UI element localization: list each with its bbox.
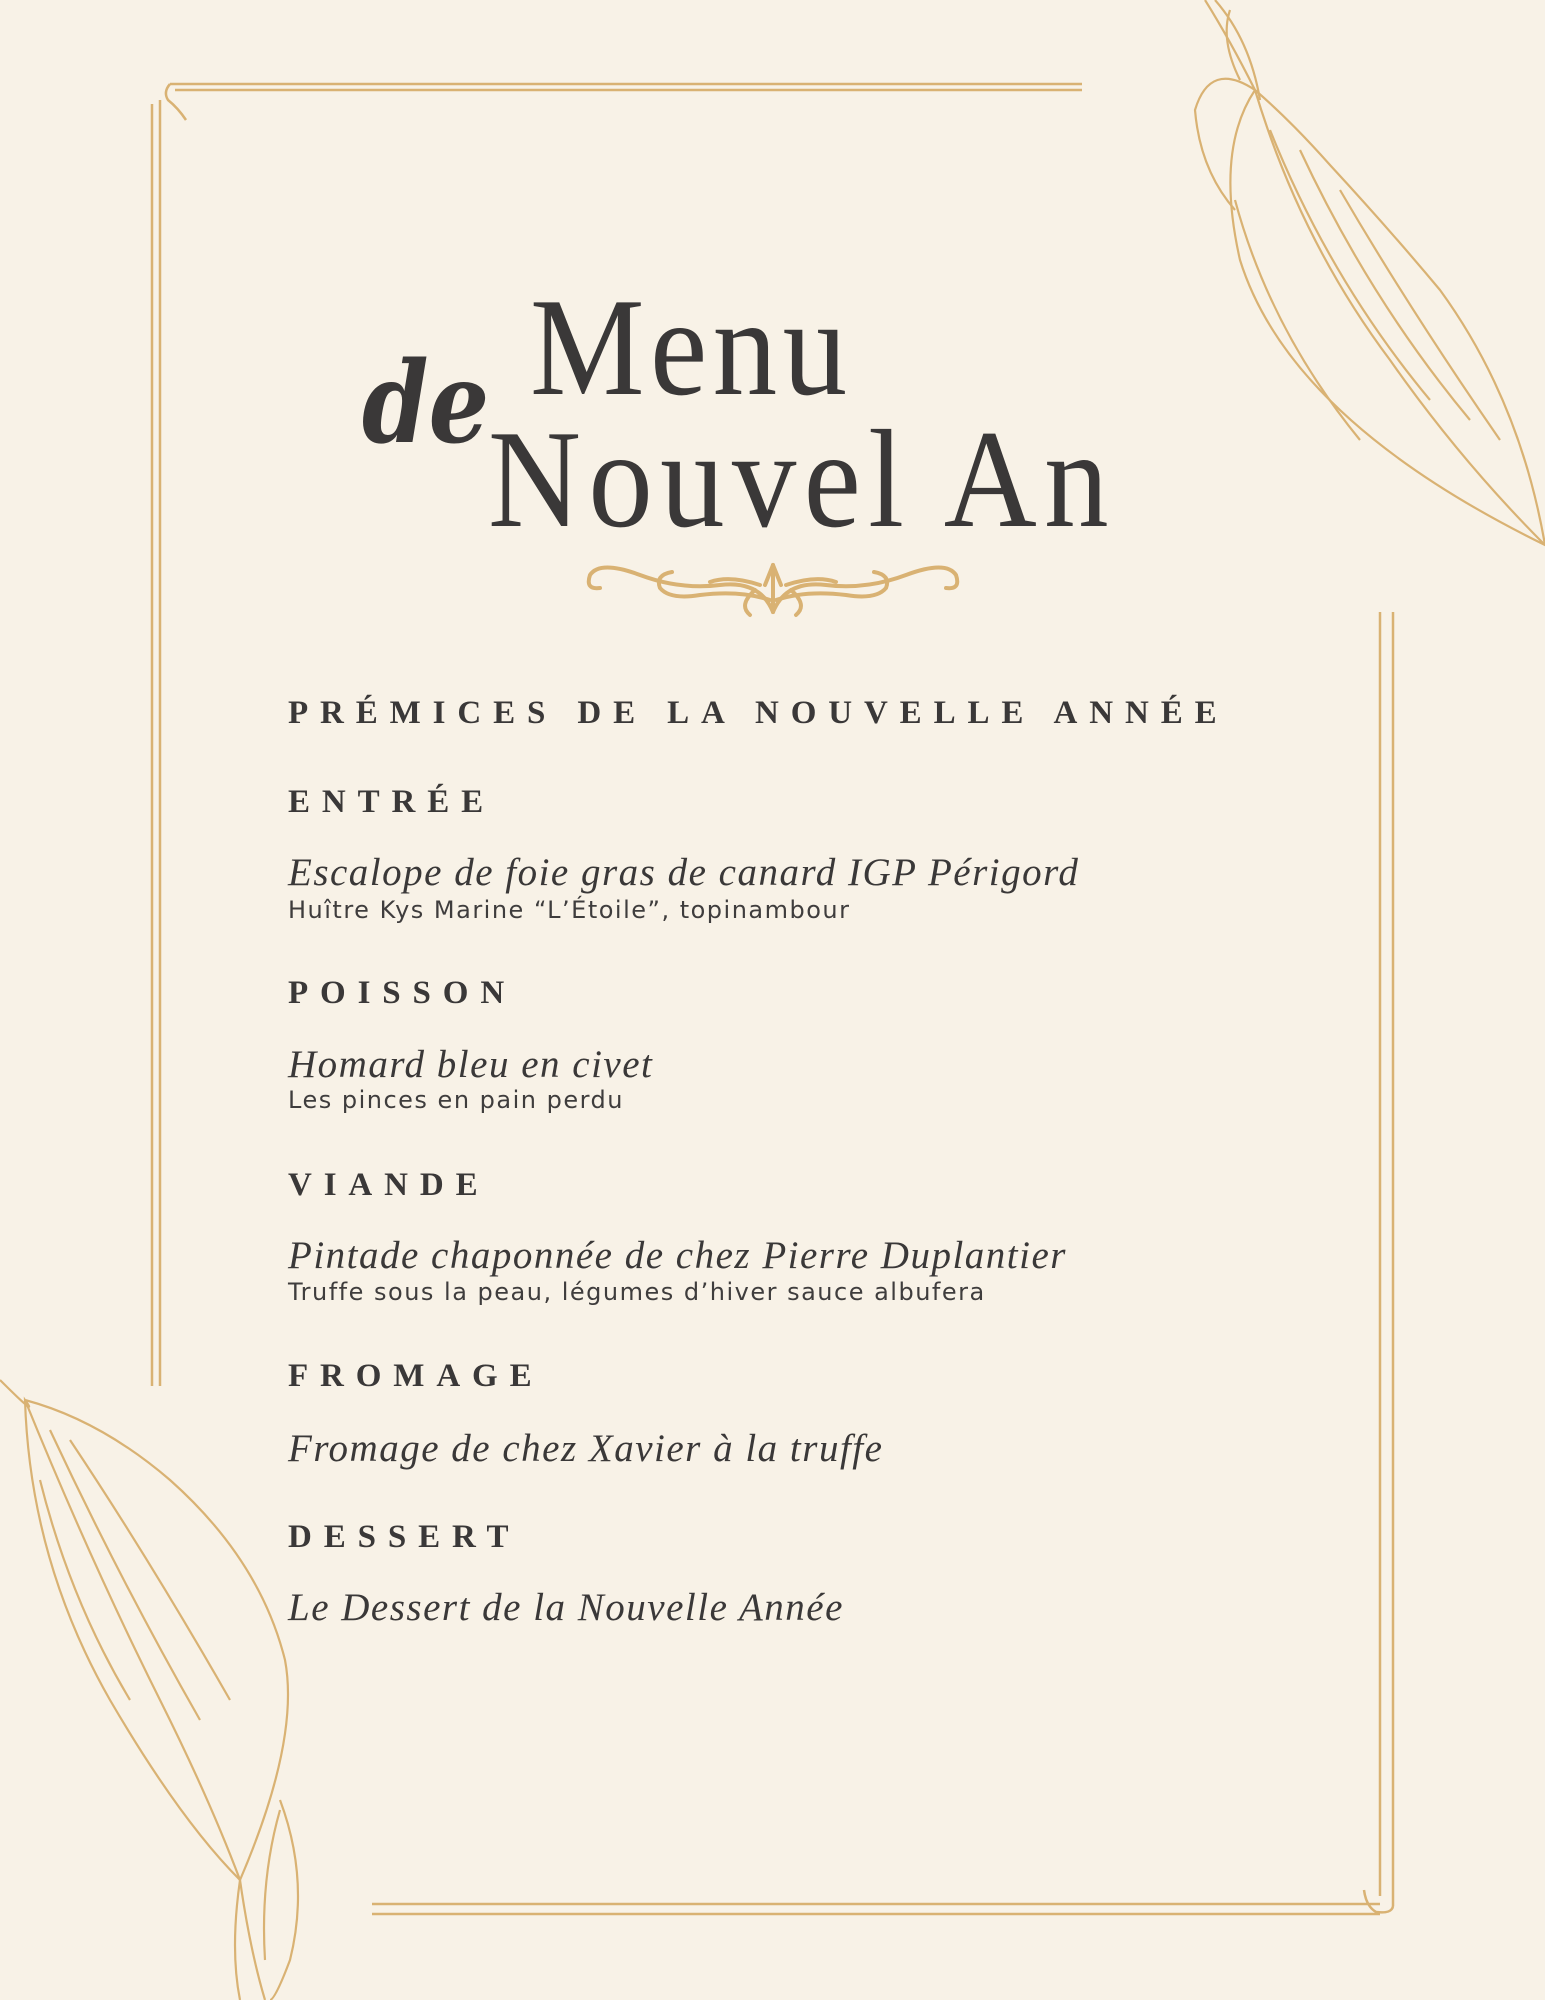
detail-entree: Huître Kys Marine “L’Étoile”, topinambour: [288, 896, 851, 924]
frame-bottom-line: [372, 1890, 1393, 1914]
title-menu: Menu: [530, 270, 853, 425]
title-de: de: [362, 338, 490, 469]
section-heading-dessert: DESSERT: [288, 1519, 521, 1555]
section-heading-viande: VIANDE: [288, 1167, 490, 1203]
dish-poisson: Homard bleu en civet: [288, 1043, 654, 1086]
leaf-bottom-left-icon: [0, 1380, 298, 2000]
section-heading-poisson: POISSON: [288, 975, 517, 1011]
flourish-ornament-icon: [589, 565, 958, 615]
dish-dessert: Le Dessert de la Nouvelle Année: [288, 1586, 844, 1629]
leaf-top-right-icon: [1195, 0, 1545, 545]
frame-top-line: [166, 84, 1082, 120]
frame-left-line: [152, 100, 160, 1386]
dish-viande: Pintade chaponnée de chez Pierre Duplantier: [288, 1234, 1067, 1277]
detail-poisson: Les pinces en pain perdu: [288, 1086, 624, 1114]
section-heading-fromage: FROMAGE: [288, 1358, 544, 1394]
frame-right-line: [1380, 612, 1393, 1906]
dish-entree: Escalope de foie gras de canard IGP Périgord: [288, 851, 1080, 894]
detail-viande: Truffe sous la peau, légumes d’hiver sauce albufera: [288, 1278, 986, 1306]
title-nouvel-an: Nouvel An: [488, 402, 1116, 557]
intro-heading: PRÉMICES DE LA NOUVELLE ANNÉE: [288, 695, 1229, 731]
dish-fromage: Fromage de chez Xavier à la truffe: [288, 1427, 884, 1470]
section-heading-entree: ENTRÉE: [288, 784, 495, 820]
